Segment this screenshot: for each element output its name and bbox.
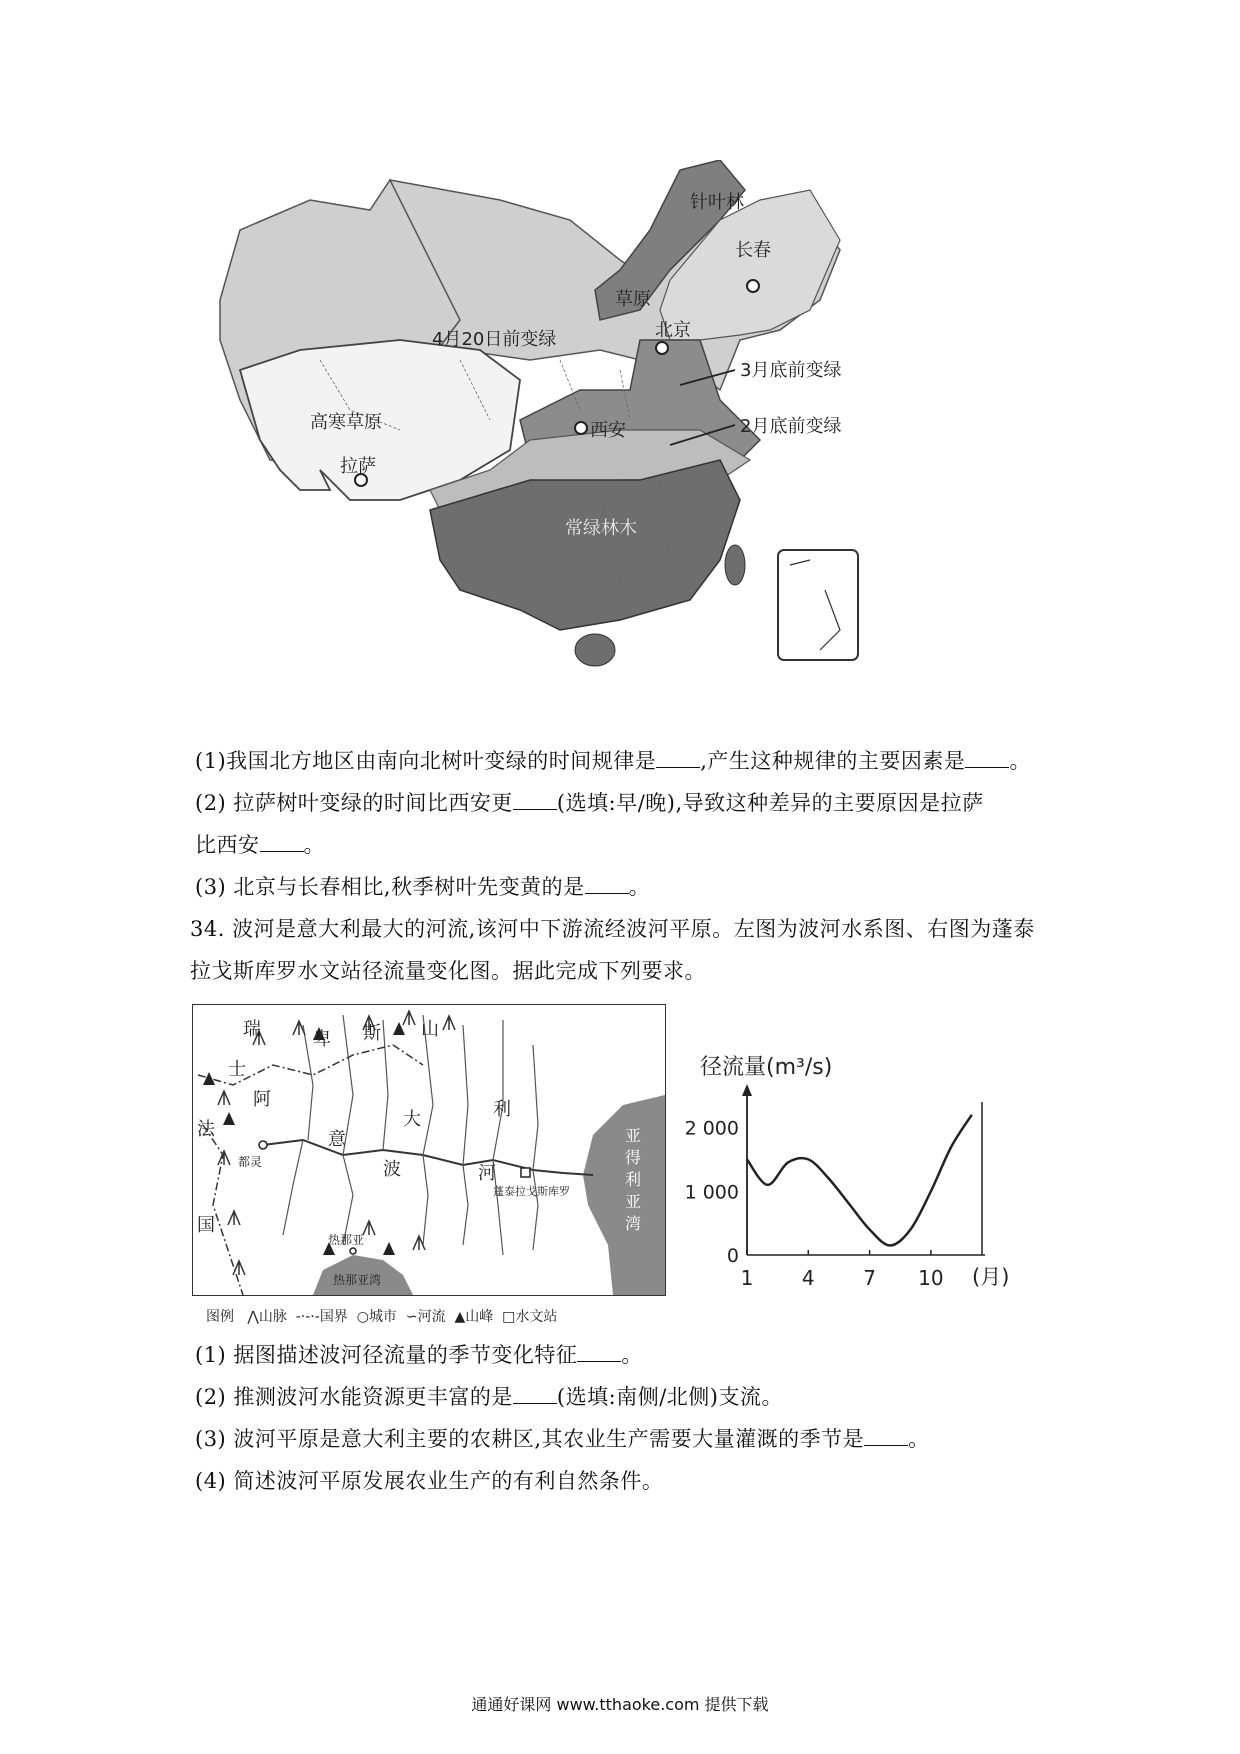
q34-part4: (4) 简述波河平原发展农业生产的有利自然条件。 [195, 1469, 664, 1493]
grassland-label: 草原 [615, 289, 651, 310]
genoa-gulf-label: 热那亚湾 [333, 1273, 382, 1287]
changchun-marker [747, 280, 759, 292]
x-tick-label: 4 [801, 1266, 815, 1290]
label-he: 河 [478, 1163, 496, 1184]
label-yi: 意 [328, 1129, 346, 1150]
label-si: 斯 [363, 1023, 381, 1044]
q34-stem-line2: 拉戈斯库罗水文站径流量变化图。据此完成下列要求。 [190, 959, 706, 983]
label-shi: 士 [228, 1059, 246, 1080]
answer-blank[interactable] [260, 833, 304, 852]
y-tick-label: 0 [726, 1245, 739, 1267]
label-guo: 国 [197, 1215, 215, 1236]
q34-part3: (3) 波河平原是意大利主要的农耕区,其农业生产需要大量灌溉的季节是 。 [195, 1427, 930, 1451]
po-map-legend: 图例 ⋀山脉 -·-·-国界 ○城市 ∽河流 ▲山峰 □水文站 [206, 1309, 558, 1325]
page-footer: 通通好课网 www.tthaoke.com 提供下载 [471, 1695, 769, 1714]
y-tick-label: 2 000 [684, 1117, 739, 1140]
february-green-label: 2月底前变绿 [740, 416, 842, 437]
runoff-series-line [747, 1115, 972, 1246]
answer-blank[interactable] [656, 749, 700, 768]
river-icon: ∽ [405, 1309, 418, 1325]
x-tick-label: 1 [740, 1266, 754, 1290]
runoff-chart-svg [680, 1050, 1020, 1300]
station-marker [521, 1168, 530, 1177]
genoa-label: 热那亚 [328, 1233, 365, 1247]
station-label: 蓬泰拉戈斯库罗 [493, 1185, 570, 1198]
china-map-graphic [200, 160, 950, 740]
po-river-graphic [193, 1005, 665, 1295]
chart-y-label: 径流量(m³/s) [700, 1055, 833, 1080]
conifer-label: 针叶林 [690, 192, 744, 213]
label-rui: 瑞 [243, 1019, 261, 1040]
answer-blank[interactable] [864, 1427, 908, 1446]
answer-blank[interactable] [965, 749, 1009, 768]
beijing-marker [656, 342, 668, 354]
y-axis-arrow [742, 1084, 752, 1096]
answer-blank[interactable] [513, 791, 557, 810]
x-tick-label: 7 [863, 1266, 876, 1290]
march-green-label: 3月底前变绿 [740, 360, 842, 381]
peak-icon: ▲ [454, 1309, 466, 1325]
q34-part2: (2) 推测波河水能资源更丰富的是 (选填:南侧/北侧)支流。 [195, 1385, 783, 1409]
label-shan: 山 [421, 1019, 439, 1040]
label-bei: 卑 [313, 1029, 331, 1050]
po-river-system-map [192, 1004, 666, 1296]
april-green-label: 4月20日前变绿 [432, 329, 557, 350]
beijing-label: 北京 [655, 320, 691, 341]
xian-marker [575, 422, 587, 434]
x-tick-label: 10 [918, 1266, 944, 1290]
mountain-icon: ⋀ [247, 1309, 259, 1325]
runoff-chart [680, 1050, 1020, 1300]
adriatic-label: 亚得利亚湾 [625, 1126, 642, 1233]
y-tick-label: 1 000 [684, 1181, 739, 1204]
q33-part2: (2) 拉萨树叶变绿的时间比西安更 (选填:早/晚),导致这种差异的主要原因是拉萨 [195, 791, 984, 815]
label-fa: 法 [197, 1119, 215, 1140]
q34-stem-line1: 34. 波河是意大利最大的河流,该河中下游流经波河平原。左图为波河水系图、右图为蓬泰 [190, 917, 1035, 941]
evergreen-forest-label: 常绿林木 [565, 518, 637, 539]
q33-part2-cont: 比西安 。 [195, 833, 325, 857]
changchun-label: 长春 [735, 240, 771, 261]
label-da: 大 [403, 1109, 421, 1130]
answer-blank[interactable] [513, 1385, 557, 1404]
city-icon: ○ [356, 1309, 369, 1325]
genoa-marker [350, 1248, 356, 1254]
label-bo: 波 [383, 1159, 401, 1180]
label-a: 阿 [253, 1089, 271, 1110]
lhasa-label: 拉萨 [340, 456, 376, 477]
label-li: 利 [493, 1099, 511, 1120]
answer-blank[interactable] [585, 875, 629, 894]
xian-label: 西安 [590, 420, 626, 441]
legend-title: 图例 [206, 1309, 234, 1325]
q33-part1: (1)我国北方地区由南向北树叶变绿的时间规律是 ,产生这种规律的主要因素是 。 [195, 749, 1031, 773]
answer-blank[interactable] [577, 1343, 621, 1362]
q34-part1: (1) 据图描述波河径流量的季节变化特征 。 [195, 1343, 643, 1367]
q33-part3: (3) 北京与长春相比,秋季树叶先变黄的是 。 [195, 875, 651, 899]
chart-x-label: (月) [972, 1265, 1010, 1289]
china-phenology-map [200, 160, 950, 740]
turin-marker [259, 1141, 267, 1149]
turin-label: 都灵 [238, 1155, 263, 1169]
station-icon: □ [502, 1309, 516, 1325]
border-icon: -·-·- [295, 1309, 320, 1325]
alpine-grassland-label: 高寒草原 [310, 412, 382, 433]
